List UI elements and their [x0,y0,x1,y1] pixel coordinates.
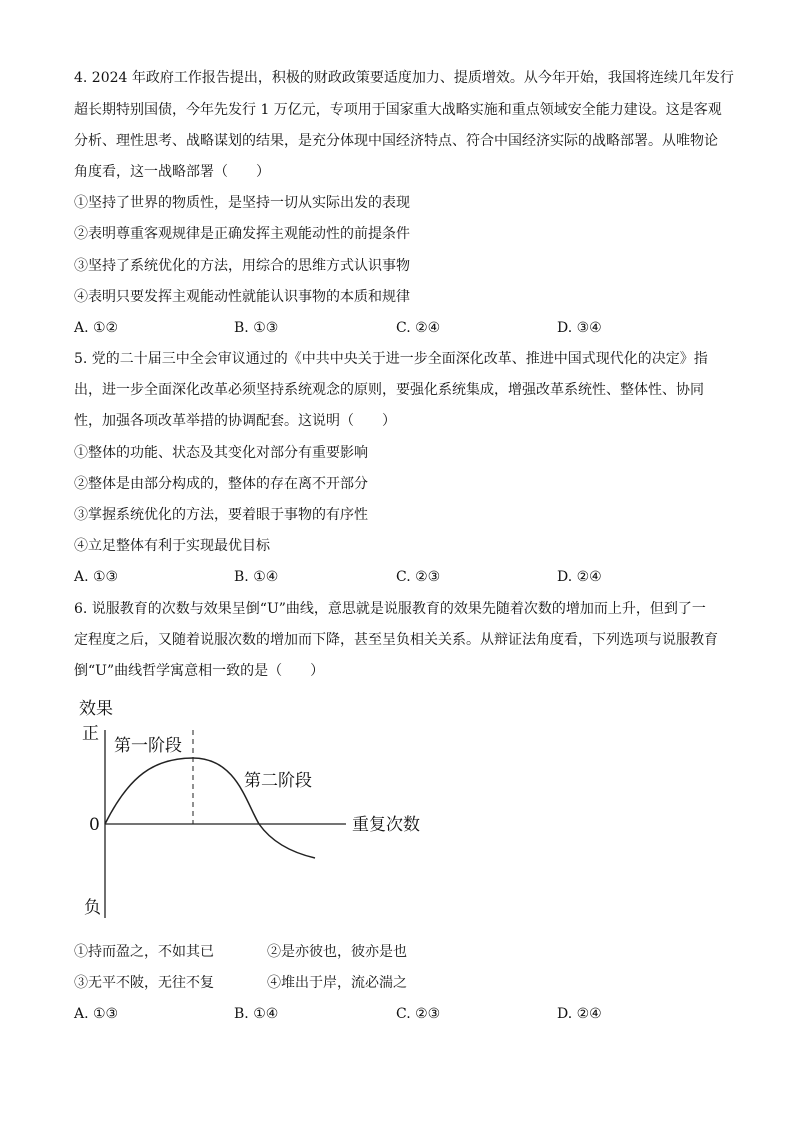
q5-statement-3: ③掌握系统优化的方法，要着眼于事物的有序性 [74,507,368,523]
q6-option-a[interactable]: A. ①③ [74,1006,119,1022]
q5-stem-line-3: 性，加强各项改革举措的协调配套。这说明（ ） [74,413,396,429]
q4-option-b[interactable]: B. ①③ [234,320,279,336]
q5-statement-2: ②整体是由部分构成的，整体的存在离不开部分 [74,476,368,492]
q4-statement-2: ②表明尊重客观规律是正确发挥主观能动性的前提条件 [74,226,410,242]
q5-stem-line-1: 5. 党的二十届三中全会审议通过的《中共中央关于进一步全面深化改革、推进中国式现代化的决定》指 [74,351,708,367]
q4-statement-4: ④表明只要发挥主观能动性就能认识事物的本质和规律 [74,289,410,305]
q4-stem-line-1: 4. 2024 年政府工作报告提出，积极的财政政策要适度加力、提质增效。从今年开始，我国将连续几年发行 [74,70,734,86]
q6-statement-1: ①持而盈之，不如其已 [74,944,214,960]
q5-statement-1: ①整体的功能、状态及其变化对部分有重要影响 [74,445,368,461]
q4-statement-1: ①坚持了世界的物质性，是坚持一切从实际出发的表现 [74,195,410,211]
y-axis-label: 效果 [79,699,113,719]
x-axis-label: 重复次数 [352,815,420,835]
q4-option-a[interactable]: A. ①② [74,320,119,336]
zero-label: 0 [89,815,100,835]
q5-option-c[interactable]: C. ②③ [396,569,441,585]
stage-2-label: 第二阶段 [244,771,312,791]
q6-option-c[interactable]: C. ②③ [396,1006,441,1022]
q6-statement-4: ④堆出于岸，流必湍之 [267,975,407,991]
q5-option-a[interactable]: A. ①③ [74,569,119,585]
inverted-u-diagram [74,690,454,925]
q6-statement-2: ②是亦彼也，彼亦是也 [267,944,407,960]
q4-stem-line-3: 分析、理性思考、战略谋划的结果，是充分体现中国经济特点、符合中国经济实际的战略部署。从唯物论 [74,133,718,149]
q5-option-d[interactable]: D. ②④ [557,569,602,585]
q4-statement-3: ③坚持了系统优化的方法，用综合的思维方式认识事物 [74,258,410,274]
q6-statement-3: ③无平不陂，无往不复 [74,975,214,991]
q5-option-b[interactable]: B. ①④ [234,569,279,585]
negative-label: 负 [84,898,101,918]
q6-stem-line-2: 定程度之后，又随着说服次数的增加而下降，甚至呈负相关关系。从辩证法角度看，下列选项与说服教育 [74,632,718,648]
q5-stem-line-2: 出，进一步全面深化改革必须坚持系统观念的原则，要强化系统集成，增强改革系统性、整体性、协同 [74,382,704,398]
q6-stem-line-3: 倒“U”曲线哲学寓意相一致的是（ ） [74,663,325,679]
inverted-u-figure [74,690,454,925]
q4-stem-line-4: 角度看，这一战略部署（ ） [74,164,270,180]
q5-statement-4: ④立足整体有利于实现最优目标 [74,538,270,554]
q6-stem-line-1: 6. 说服教育的次数与效果呈倒“U”曲线，意思就是说服教育的效果先随着次数的增加而上升，但到了一 [74,601,706,617]
q4-option-c[interactable]: C. ②④ [396,320,441,336]
q4-option-d[interactable]: D. ③④ [557,320,602,336]
q6-option-d[interactable]: D. ②④ [557,1006,602,1022]
q6-option-b[interactable]: B. ①④ [234,1006,279,1022]
positive-label: 正 [82,724,99,744]
q4-stem-line-2: 超长期特别国债，今年先发行 1 万亿元，专项用于国家重大战略实施和重点领域安全能力建设。这是客观 [74,102,722,118]
stage-1-label: 第一阶段 [114,736,182,756]
